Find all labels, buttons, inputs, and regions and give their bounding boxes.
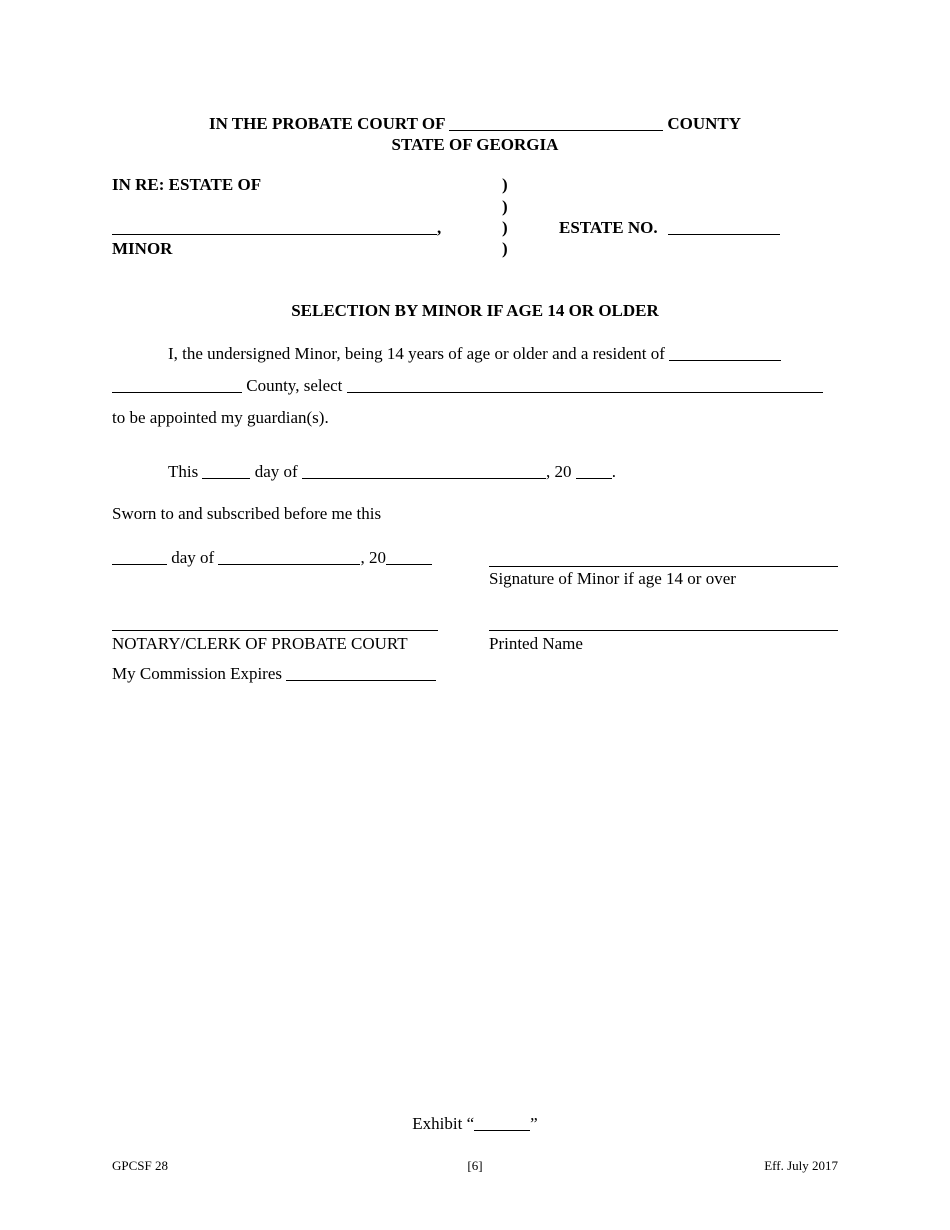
- caption-paren: ): [502, 197, 508, 216]
- minor-label: MINOR: [112, 239, 173, 258]
- exhibit-blank[interactable]: [474, 1129, 530, 1131]
- notary-signature-line[interactable]: [112, 630, 438, 631]
- commission-line: My Commission Expires: [112, 665, 436, 682]
- day-blank[interactable]: [202, 477, 250, 479]
- body-line-2: County, select: [112, 377, 823, 394]
- estate-number-blank[interactable]: [668, 233, 780, 235]
- state-heading: STATE OF GEORGIA: [391, 135, 559, 154]
- printed-name-label: Printed Name: [489, 634, 583, 653]
- caption-paren: ): [502, 218, 508, 237]
- page-number: [6]: [467, 1158, 483, 1173]
- resident-state-blank[interactable]: [669, 359, 781, 361]
- guardian-name-blank[interactable]: [347, 391, 823, 393]
- caption-paren: ): [502, 239, 508, 258]
- notary-label: NOTARY/CLERK OF PROBATE COURT: [112, 634, 408, 653]
- form-title: SELECTION BY MINOR IF AGE 14 OR OLDER: [291, 301, 659, 320]
- county-name-blank[interactable]: [449, 129, 663, 131]
- court-heading: IN THE PROBATE COURT OF COUNTY: [208, 114, 742, 133]
- estate-name-blank[interactable]: [112, 233, 437, 235]
- in-re-label: IN RE: ESTATE OF: [112, 175, 262, 194]
- month-blank[interactable]: [302, 477, 546, 479]
- date-line: This day of , 20 .: [168, 462, 616, 481]
- form-id: GPCSF 28: [112, 1158, 168, 1173]
- minor-signature-label: Signature of Minor if age 14 or over: [489, 569, 736, 588]
- body-line-3: to be appointed my guardian(s).: [112, 408, 329, 427]
- minor-signature-line[interactable]: [489, 566, 838, 567]
- sworn-date-line: day of , 20: [112, 549, 432, 566]
- commission-expires-blank[interactable]: [286, 679, 436, 681]
- estate-name-line: ,: [112, 219, 441, 236]
- sworn-day-blank[interactable]: [112, 563, 167, 565]
- printed-name-line[interactable]: [489, 630, 838, 631]
- sworn-statement: Sworn to and subscribed before me this: [112, 504, 382, 523]
- body-line-1: I, the undersigned Minor, being 14 years of age or older and a resident of: [168, 345, 781, 362]
- resident-county-blank[interactable]: [112, 391, 242, 393]
- sworn-month-blank[interactable]: [218, 563, 360, 565]
- sworn-year-blank[interactable]: [386, 563, 432, 565]
- estate-number-field: ESTATE NO.: [559, 219, 780, 236]
- year-blank[interactable]: [576, 477, 612, 479]
- effective-date: Eff. July 2017: [764, 1158, 838, 1173]
- caption-paren: ): [502, 175, 508, 194]
- exhibit-line: Exhibit “ ”: [412, 1114, 538, 1133]
